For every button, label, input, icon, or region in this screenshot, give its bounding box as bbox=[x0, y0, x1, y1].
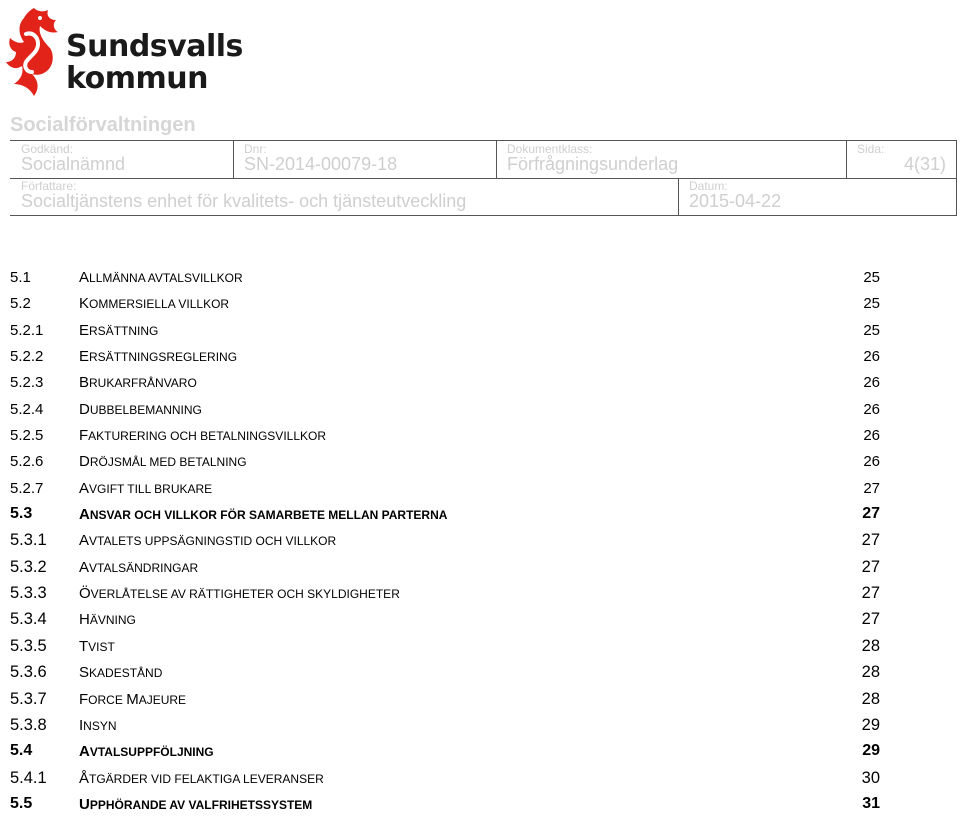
toc-entry-title-part: A bbox=[79, 269, 90, 286]
toc-entry[interactable] bbox=[10, 345, 880, 371]
toc-entry-page: 28 bbox=[861, 636, 880, 655]
toc-entry-title bbox=[79, 717, 117, 734]
toc-entry-title bbox=[79, 796, 312, 813]
toc-entry-page: 25 bbox=[863, 269, 880, 286]
toc-entry-number: 5.1 bbox=[10, 269, 31, 286]
toc-entry-title-part: ÄVNING bbox=[89, 613, 136, 628]
toc-entry-title-part: A bbox=[79, 743, 90, 761]
toc-entry-title bbox=[79, 427, 326, 444]
toc-entry-number: 5.4 bbox=[10, 742, 33, 760]
toc-entry[interactable] bbox=[10, 319, 880, 345]
toc-entry-title-part: D bbox=[79, 453, 90, 471]
toc-entry-title-part: VTALSUPPFÖLJNING bbox=[89, 745, 214, 760]
toc-entry-number: 5.2.5 bbox=[10, 427, 44, 445]
toc-entry-title-part: E bbox=[79, 348, 90, 366]
toc-entry-title bbox=[79, 559, 198, 576]
toc-entry-title-part: VGIFT TILL BRUKARE bbox=[89, 481, 213, 496]
toc-entry-title-part: RUKARFRÅNVARO bbox=[89, 376, 197, 391]
organization-name: Socialförvaltningen bbox=[10, 114, 196, 136]
toc-entry-title bbox=[79, 532, 336, 549]
toc-entry-title bbox=[79, 585, 400, 602]
sida-cell bbox=[846, 141, 956, 178]
toc-entry-title-part: A bbox=[79, 479, 90, 497]
toc-entry-page: 25 bbox=[863, 321, 880, 339]
toc-entry-title bbox=[79, 638, 115, 655]
toc-entry-number: 5.2.4 bbox=[10, 400, 44, 418]
toc-entry[interactable] bbox=[10, 424, 880, 450]
toc-entry-page: 26 bbox=[863, 453, 880, 471]
toc-entry-title-part: E bbox=[79, 321, 90, 339]
toc-entry[interactable] bbox=[10, 608, 880, 634]
toc-entry-page: 30 bbox=[861, 768, 880, 787]
toc-entry[interactable] bbox=[10, 793, 880, 819]
table-of-contents bbox=[10, 266, 880, 819]
toc-entry-number: 5.2.3 bbox=[10, 374, 44, 392]
toc-entry-page: 27 bbox=[863, 479, 880, 497]
toc-entry-title-part: NSYN bbox=[83, 718, 117, 733]
toc-entry-number: 5.3.3 bbox=[10, 584, 47, 603]
toc-entry-title-part: NSVAR OCH VILLKOR FÖR SAMARBETE MELLAN PARTERNA bbox=[89, 508, 448, 523]
toc-entry[interactable] bbox=[10, 661, 880, 687]
datum-value: 2015-04-22 bbox=[689, 191, 782, 211]
toc-entry-number: 5.2.2 bbox=[10, 348, 44, 366]
document-header-table bbox=[10, 140, 957, 216]
toc-entry-title-part: M bbox=[126, 690, 139, 708]
toc-entry[interactable] bbox=[10, 714, 880, 740]
godkand-label: Godkänd: bbox=[21, 142, 74, 156]
toc-entry-title-part: RSÄTTNINGSREGLERING bbox=[89, 350, 238, 365]
toc-entry-title-part: AJEURE bbox=[138, 692, 187, 707]
brand-wordmark bbox=[66, 31, 243, 95]
toc-entry-title bbox=[79, 480, 212, 497]
toc-entry-title-part: Å bbox=[79, 769, 90, 787]
toc-entry-number: 5.3.2 bbox=[10, 557, 47, 576]
toc-entry[interactable] bbox=[10, 529, 880, 555]
toc-entry-title bbox=[79, 295, 229, 312]
toc-entry-title-part: I bbox=[79, 716, 84, 734]
toc-entry-page: 31 bbox=[862, 794, 880, 812]
toc-entry-title bbox=[79, 611, 136, 628]
toc-entry-title bbox=[79, 691, 186, 708]
toc-entry-title bbox=[79, 348, 237, 365]
toc-entry-number: 5.5 bbox=[10, 794, 33, 812]
toc-entry-title-part: T bbox=[79, 637, 89, 655]
forfattare-cell bbox=[10, 178, 678, 215]
toc-entry-number: 5.3.7 bbox=[10, 689, 47, 708]
toc-entry-number: 5.3 bbox=[10, 505, 33, 523]
toc-entry-title bbox=[79, 401, 202, 418]
toc-entry[interactable] bbox=[10, 266, 880, 292]
toc-entry-page: 27 bbox=[861, 531, 880, 550]
toc-entry-page: 29 bbox=[862, 742, 880, 760]
toc-entry-number: 5.4.1 bbox=[10, 768, 47, 787]
toc-entry-page: 27 bbox=[862, 505, 880, 523]
toc-entry-title-part: A bbox=[79, 506, 90, 524]
forfattare-label: Författare: bbox=[21, 179, 77, 193]
datum-cell bbox=[678, 178, 956, 215]
dnr-cell bbox=[233, 141, 496, 178]
dnr-label: Dnr: bbox=[244, 142, 267, 156]
toc-entry[interactable] bbox=[10, 477, 880, 503]
toc-entry-title bbox=[79, 770, 324, 787]
brand-line-1: Sundsvalls bbox=[66, 29, 243, 64]
toc-entry-title-part: S bbox=[79, 664, 90, 682]
toc-entry-number: 5.3.1 bbox=[10, 531, 47, 550]
toc-entry-page: 28 bbox=[861, 663, 880, 682]
toc-entry-title-part: K bbox=[79, 295, 90, 313]
toc-entry-number: 5.3.8 bbox=[10, 715, 47, 734]
toc-entry-title-part: AKTURERING OCH BETALNINGSVILLKOR bbox=[88, 429, 326, 444]
toc-entry-page: 27 bbox=[861, 610, 880, 629]
toc-entry-number: 5.2.1 bbox=[10, 321, 44, 339]
toc-entry[interactable] bbox=[10, 635, 880, 661]
toc-entry-title-part: ORCE bbox=[88, 692, 127, 707]
toc-entry[interactable] bbox=[10, 398, 880, 424]
toc-entry-title-part: LLMÄNNA AVTALSVILLKOR bbox=[89, 271, 243, 285]
logo bbox=[4, 4, 244, 99]
toc-entry-title bbox=[79, 322, 158, 339]
toc-entry-title-part: D bbox=[79, 400, 90, 418]
toc-entry-title-part: B bbox=[79, 374, 90, 392]
toc-entry-page: 26 bbox=[863, 374, 880, 392]
toc-entry-title-part: OMMERSIELLA VILLKOR bbox=[89, 297, 230, 312]
toc-entry-title-part: UBBELBEMANNING bbox=[89, 402, 202, 417]
toc-entry-title-part: U bbox=[79, 795, 90, 813]
toc-entry-number: 5.2.7 bbox=[10, 479, 44, 497]
toc-entry-page: 27 bbox=[861, 584, 880, 603]
brand-line-2: kommun bbox=[66, 61, 208, 96]
toc-entry-title-part: F bbox=[79, 690, 89, 708]
toc-entry-page: 26 bbox=[863, 427, 880, 445]
toc-entry-title-part: KADESTÅND bbox=[89, 666, 163, 681]
toc-entry[interactable] bbox=[10, 556, 880, 582]
dragon-emblem-icon bbox=[4, 4, 62, 99]
toc-entry-title bbox=[79, 506, 447, 523]
toc-entry-title-part: RÖJSMÅL MED BETALNING bbox=[89, 455, 247, 470]
toc-entry-title-part: TGÄRDER VID FELAKTIGA LEVERANSER bbox=[89, 771, 324, 786]
toc-entry-number: 5.3.5 bbox=[10, 636, 47, 655]
dokumentklass-label: Dokumentklass: bbox=[507, 142, 593, 156]
toc-entry-page: 26 bbox=[863, 348, 880, 366]
toc-entry[interactable] bbox=[10, 292, 880, 318]
toc-entry-page: 25 bbox=[863, 295, 880, 313]
godkand-cell bbox=[10, 141, 233, 178]
toc-entry-title-part: F bbox=[79, 427, 89, 445]
datum-label: Datum: bbox=[689, 179, 728, 193]
toc-entry[interactable] bbox=[10, 767, 880, 793]
toc-entry-title bbox=[79, 743, 214, 760]
toc-entry-number: 5.2.6 bbox=[10, 453, 44, 471]
toc-entry-title-part: PPHÖRANDE AV VALFRIHETSSYSTEM bbox=[89, 797, 313, 812]
toc-entry-page: 26 bbox=[863, 400, 880, 418]
toc-entry-title bbox=[79, 664, 162, 681]
toc-entry-title bbox=[79, 453, 247, 470]
toc-entry-title-part: Ö bbox=[79, 585, 91, 603]
toc-entry-page: 27 bbox=[861, 557, 880, 576]
godkand-value: Socialnämnd bbox=[21, 154, 126, 174]
toc-entry-title-part: A bbox=[79, 558, 90, 576]
toc-entry[interactable] bbox=[10, 450, 880, 476]
toc-entry-title-part: RSÄTTNING bbox=[89, 323, 159, 338]
toc-entry[interactable] bbox=[10, 371, 880, 397]
toc-entry-title-part: VIST bbox=[88, 639, 115, 654]
dokumentklass-value: Förfrågningsunderlag bbox=[507, 154, 679, 174]
toc-entry-page: 28 bbox=[861, 689, 880, 708]
toc-entry[interactable] bbox=[10, 582, 880, 608]
dnr-value: SN-2014-00079-18 bbox=[244, 154, 398, 174]
toc-entry-title bbox=[79, 269, 243, 286]
toc-entry-number: 5.3.4 bbox=[10, 610, 47, 629]
toc-entry[interactable] bbox=[10, 688, 880, 714]
toc-entry-title-part: VTALETS UPPSÄGNINGSTID OCH VILLKOR bbox=[89, 534, 337, 549]
toc-entry-title bbox=[79, 374, 197, 391]
toc-entry-title-part: H bbox=[79, 611, 90, 629]
toc-entry[interactable] bbox=[10, 740, 880, 766]
toc-entry-title-part: VERLÅTELSE AV RÄTTIGHETER OCH SKYLDIGHETER bbox=[90, 587, 400, 602]
toc-entry-title-part: VTALSÄNDRINGAR bbox=[89, 560, 199, 575]
toc-entry-number: 5.3.6 bbox=[10, 663, 47, 682]
toc-entry-number: 5.2 bbox=[10, 295, 31, 313]
sida-value: 4(31) bbox=[903, 154, 946, 174]
forfattare-value: Socialtjänstens enhet för kvalitets- och tjänsteutveckling bbox=[21, 191, 467, 211]
dokumentklass-cell bbox=[496, 141, 846, 178]
toc-entry-title-part: A bbox=[79, 532, 90, 550]
toc-entry[interactable] bbox=[10, 503, 880, 529]
sida-label: Sida: bbox=[857, 142, 885, 156]
toc-entry-page: 29 bbox=[861, 715, 880, 734]
